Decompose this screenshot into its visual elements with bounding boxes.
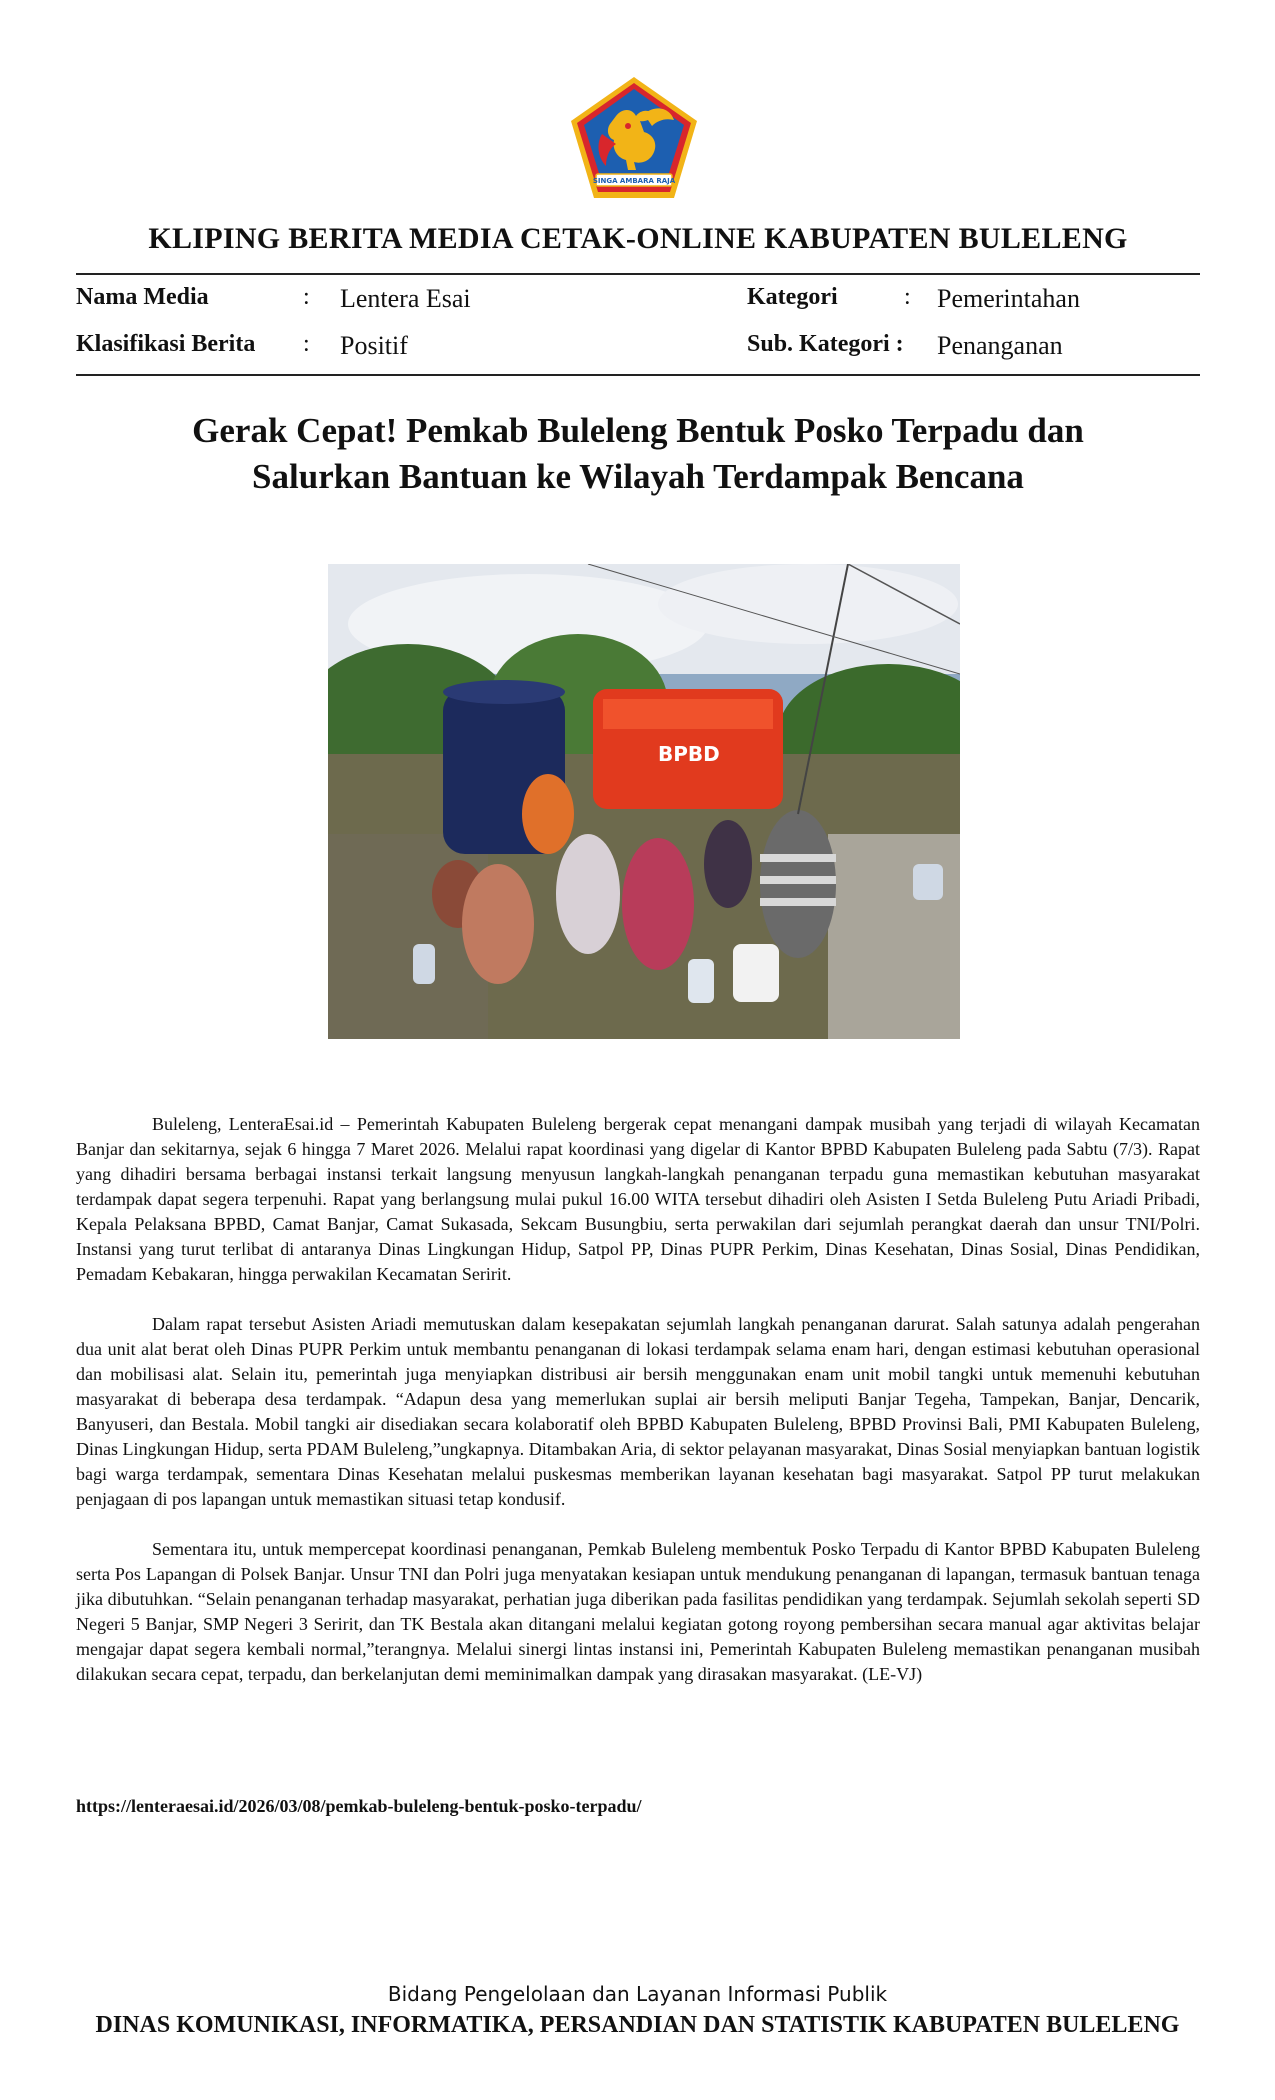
kategori-value: Pemerintahan (937, 284, 1080, 313)
emblem-motto: SINGA AMBARA RAJA (592, 177, 676, 185)
article-body (76, 1112, 1200, 1712)
sub-kategori-label: Sub. Kategori : (747, 331, 904, 357)
kategori-colon: : (904, 284, 911, 310)
divider-bottom (76, 374, 1200, 376)
headline-line-2: Salurkan Bantuan ke Wilayah Terdampak Bencana (252, 457, 1024, 496)
footer-agency: DINAS KOMUNIKASI, INFORMATIKA, PERSANDIAN DAN STATISTIK KABUPATEN BULELENG (95, 2012, 1180, 2038)
article-paragraph-1: Buleleng, LenteraEsai.id – Pemerintah Kabupaten Buleleng bergerak cepat menangani dampak musibah yang terjadi di wilayah Kecamatan Banjar dan sekitarnya, sejak 6 hingga 7 Maret 2026. Melalui rapat koordinasi yang digelar di Kantor BPBD Kabupaten Buleleng pada Sabtu (7/3). Rapat yang dihadiri bersama berbagai instansi terkait langsung menyusun langkah-langkah penanganan terpadu guna memastikan kebutuhan masyarakat terdampak dapat segera terpenuhi. Rapat yang berlangsung mulai pukul 16.00 WITA tersebut dihadiri oleh Asisten I Setda Buleleng Putu Ariadi Pribadi, Kepala Pelaksana BPBD, Camat Banjar, Camat Sukasada, Sekcam Busungbiu, serta perwakilan dari sejumlah perangkat daerah dan unsur TNI/Polri. Instansi yang turut terlibat di antaranya Dinas Lingkungan Hidup, Satpol PP, Dinas PUPR Perkim, Dinas Kesehatan, Dinas Sosial, Dinas Pendidikan, Pemadam Kebakaran, hingga perwakilan Kecamatan Seririt. (76, 1114, 1200, 1284)
article-paragraph-2: Dalam rapat tersebut Asisten Ariadi memutuskan dalam kesepakatan sejumlah langkah penanganan darurat. Salah satunya adalah pengerahan dua unit alat berat oleh Dinas PUPR Perkim untuk membantu penanganan di lokasi terdampak selama enam hari, dengan estimasi kebutuhan operasional dan mobilisasi alat. Selain itu, pemerintah juga menyiapkan distribusi air bersih menggunakan enam unit mobil tangki untuk memenuhi kebutuhan masyarakat di beberapa desa terdampak. “Adapun desa yang memerlukan suplai air bersih meliputi Banjar Tegeha, Tampekan, Banjar, Dencarik, Banyuseri, dan Bestala. Mobil tangki air disediakan secara kolaboratif oleh BPBD Kabupaten Buleleng, BPBD Provinsi Bali, PMI Kabupaten Buleleng, Dinas Lingkungan Hidup, serta PDAM Buleleng,”ungkapnya. Ditambakan Aria, di sektor pelayanan masyarakat, Dinas Sosial menyiapkan bantuan logistik bagi warga terdampak, sementara Dinas Kesehatan melalui puskesmas memberikan layanan kesehatan bagi masyarakat. Satpol PP turut melakukan penjagaan di pos lapangan untuk memastikan situasi tetap kondusif. (76, 1314, 1200, 1509)
article-paragraph-3: Sementara itu, untuk mempercepat koordinasi penanganan, Pemkab Buleleng membentuk Posko Terpadu di Kantor BPBD Kabupaten Buleleng serta Pos Lapangan di Polsek Banjar. Unsur TNI dan Polri juga menyatakan kesiapan untuk mendukung penanganan di lapangan, termasuk bantuan tenaga jika dibutuhkan. “Selain penanganan terhadap masyarakat, perhatian juga diberikan pada fasilitas pendidikan yang terdampak. Sejumlah sekolah seperti SD Negeri 5 Banjar, SMP Negeri 3 Seririt, dan TK Bestala akan ditangani melalui kegiatan gotong royong pembersihan secara manual agar aktivitas belajar mengajar dapat segera kembali normal,”terangnya. Melalui sinergi lintas instansi ini, Pemerintah Kabupaten Buleleng memastikan penanganan musibah dilakukan secara cepat, terpadu, dan berkelanjutan demi meminimalkan dampak yang dirasakan masyarakat. (LE-VJ) (76, 1539, 1200, 1684)
klasifikasi-label: Klasifikasi Berita (76, 331, 256, 357)
footer-department: Bidang Pengelolaan dan Layanan Informasi Publik (387, 1982, 888, 2006)
page-title: KLIPING BERITA MEDIA CETAK-ONLINE KABUPATEN BULELENG (148, 222, 1128, 255)
kategori-label: Kategori (747, 284, 838, 310)
klasifikasi-value: Positif (340, 331, 408, 360)
headline-line-1: Gerak Cepat! Pemkab Buleleng Bentuk Posko Terpadu dan (192, 411, 1084, 450)
nama-media-value: Lentera Esai (340, 284, 471, 313)
nama-media-label: Nama Media (76, 284, 209, 310)
divider-top (76, 273, 1200, 275)
sub-kategori-value: Penanganan (937, 331, 1063, 360)
article-photo (328, 564, 960, 1039)
article-headline (76, 408, 1200, 500)
source-url[interactable]: https://lenteraesai.id/2026/03/08/pemkab-buleleng-bentuk-posko-terpadu/ (76, 1796, 642, 1816)
nama-media-colon: : (303, 284, 310, 310)
truck-label: BPBD (658, 742, 720, 766)
buleleng-emblem-logo (566, 74, 702, 202)
klasifikasi-colon: : (303, 331, 310, 357)
emblem-icon (566, 74, 702, 202)
